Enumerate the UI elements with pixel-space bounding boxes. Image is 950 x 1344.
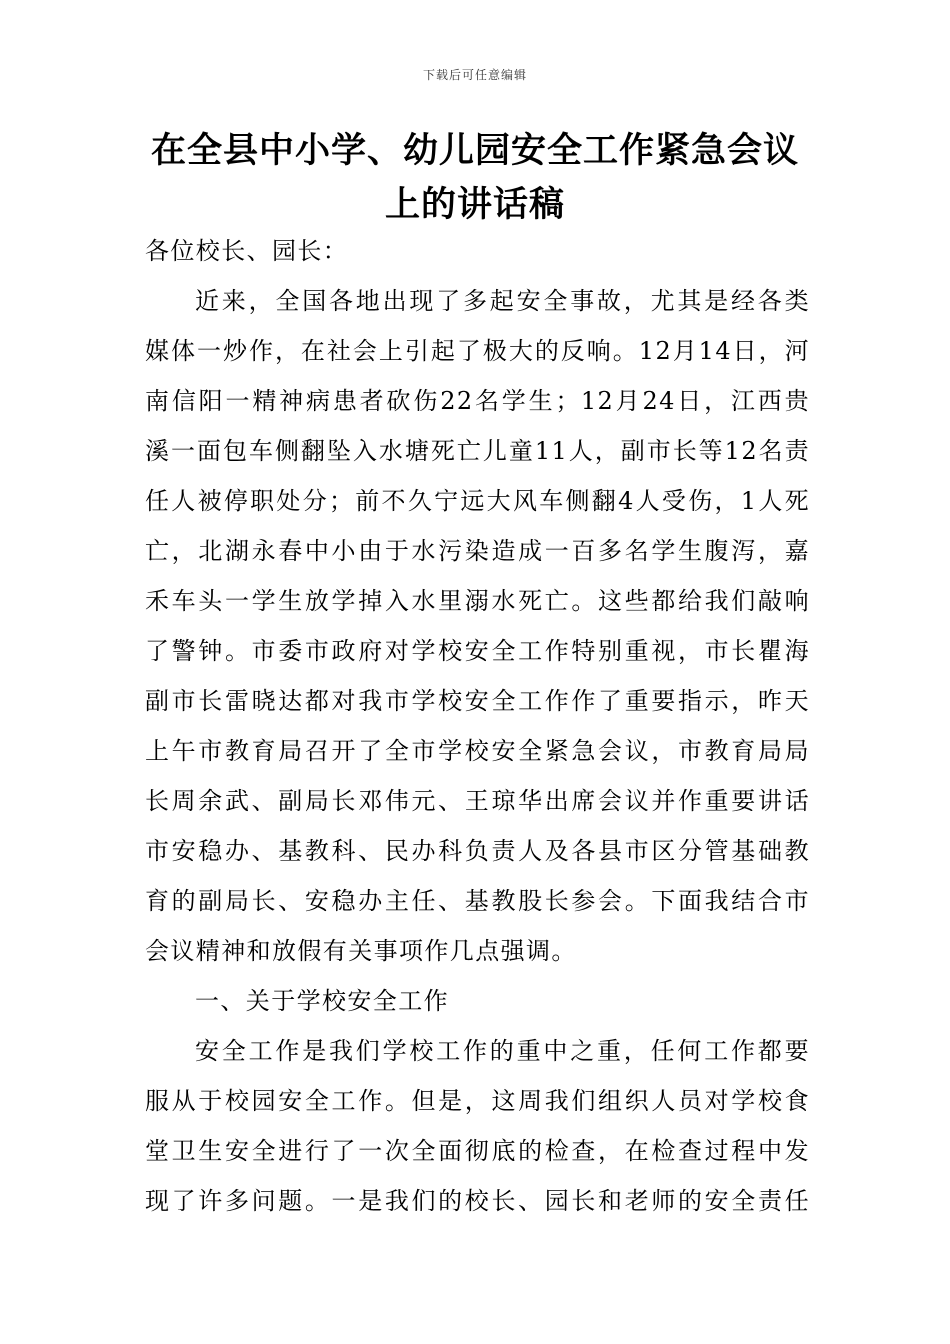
paragraph-1-line: 育的副局长、安稳办主任、基教股长参会。下面我结合市 xyxy=(145,887,810,915)
paragraph-1-line: 南信阳一精神病患者砍伤22名学生；12月24日，江西贵 xyxy=(145,387,810,415)
header-note: 下载后可任意编辑 xyxy=(422,68,527,82)
paragraph-1-line: 近来，全国各地出现了多起安全事故，尤其是经各类 xyxy=(195,287,810,315)
paragraph-1 xyxy=(145,276,810,976)
paragraph-1-line: 会议精神和放假有关事项作几点强调。 xyxy=(145,937,577,965)
paragraph-2-line: 现了许多问题。一是我们的校长、园长和老师的安全责任 xyxy=(145,1187,810,1215)
document-body xyxy=(145,226,810,1226)
document-title-line-2: 上的讲话稿 xyxy=(384,185,565,225)
paragraph-1-line: 副市长雷晓达都对我市学校安全工作作了重要指示，昨天 xyxy=(145,687,810,715)
paragraph-2-line: 堂卫生安全进行了一次全面彻底的检查，在检查过程中发 xyxy=(145,1137,810,1165)
paragraph-1-line: 任人被停职处分；前不久宁远大风车侧翻4人受伤，1人死 xyxy=(145,487,810,515)
paragraph-1-line: 市安稳办、基教科、民办科负责人及各县市区分管基础教 xyxy=(145,837,810,865)
paragraph-1-line: 上午市教育局召开了全市学校安全紧急会议，市教育局局 xyxy=(145,737,810,765)
paragraph-2-line: 服从于校园安全工作。但是，这周我们组织人员对学校食 xyxy=(145,1087,810,1115)
paragraph-1-line: 禾车头一学生放学掉入水里溺水死亡。这些都给我们敲响 xyxy=(145,587,810,615)
document-title-line-1: 在全县中小学、幼儿园安全工作紧急会议 xyxy=(150,131,799,171)
paragraph-1-line: 溪一面包车侧翻坠入水塘死亡儿童11人，副市长等12名责 xyxy=(145,437,810,465)
paragraph-2 xyxy=(145,1026,810,1226)
paragraph-1-line: 亡，北湖永春中小由于水污染造成一百多名学生腹泻，嘉 xyxy=(145,537,810,565)
salutation: 各位校长、园长： xyxy=(145,237,349,265)
paragraph-1-line: 了警钟。市委市政府对学校安全工作特别重视，市长瞿海 xyxy=(145,637,810,665)
section-1-heading: 一、关于学校安全工作 xyxy=(195,987,449,1015)
paragraph-2-line: 安全工作是我们学校工作的重中之重，任何工作都要 xyxy=(195,1037,810,1065)
paragraph-1-line: 长周余武、副局长邓伟元、王琼华出席会议并作重要讲话 xyxy=(145,787,810,815)
paragraph-1-line: 媒体一炒作，在社会上引起了极大的反响。12月14日，河 xyxy=(145,337,810,365)
document-title xyxy=(140,124,810,232)
